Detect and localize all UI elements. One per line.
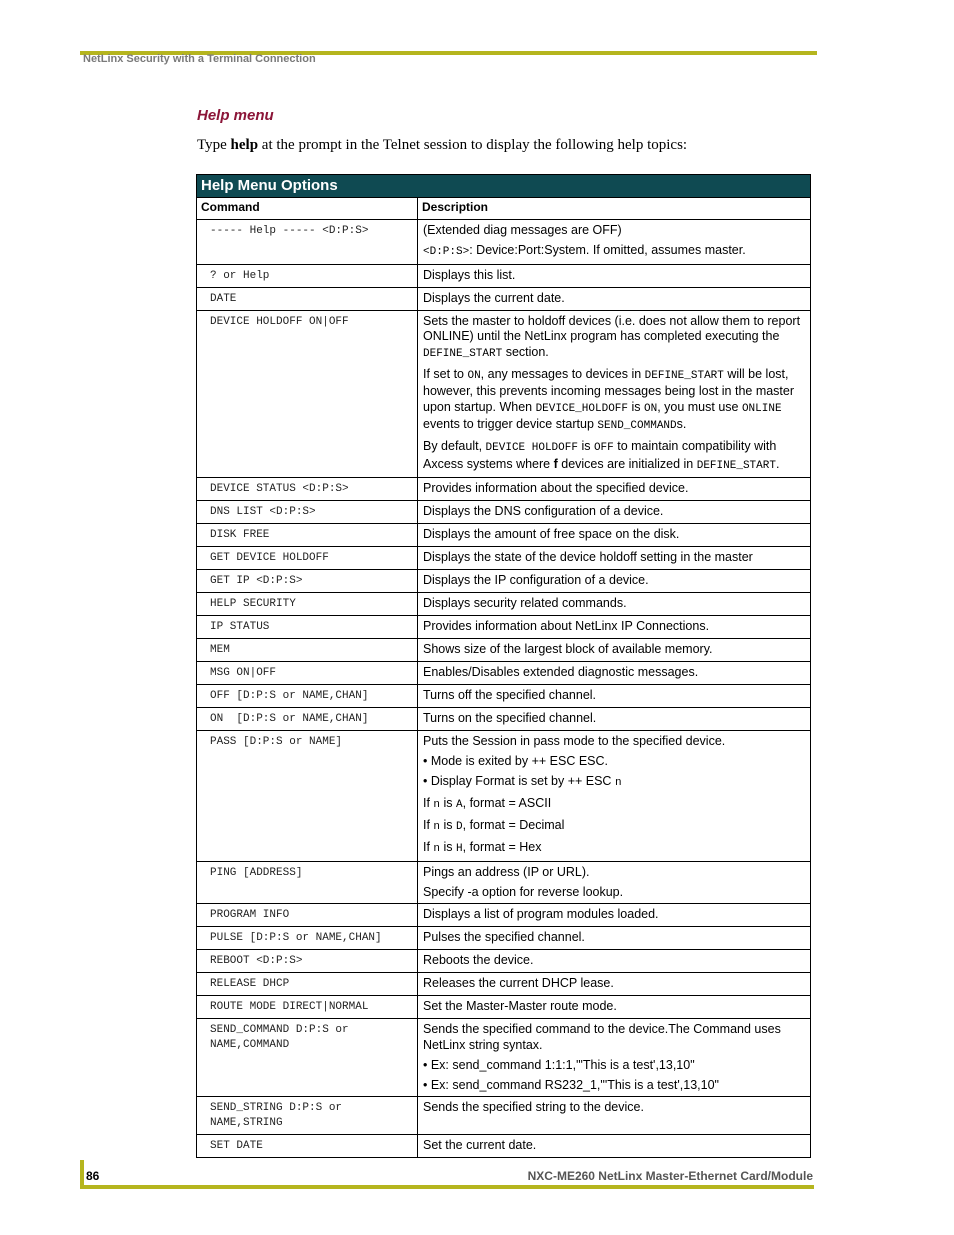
command-cell: ROUTE MODE DIRECT|NORMAL (197, 996, 418, 1019)
command-cell: DNS LIST <D:P:S> (197, 501, 418, 524)
description-text: will be lost, however, this prevents incoming messages being lost in the master upon startup. When (423, 366, 795, 414)
footer-rule (80, 1185, 814, 1189)
description-cell (418, 685, 811, 708)
table-row (197, 220, 811, 265)
command-cell: MSG ON|OFF (197, 662, 418, 685)
table-body (197, 220, 811, 1158)
description-paragraph (423, 796, 805, 814)
description-paragraph (423, 268, 805, 284)
description-cell (418, 593, 811, 616)
description-text: Set the Master-Master route mode. (423, 999, 617, 1013)
description-paragraph (423, 688, 805, 704)
help-menu-table (196, 174, 811, 1158)
command-cell: MEM (197, 639, 418, 662)
description-text: ONLINE (741, 402, 782, 415)
description-paragraph (423, 734, 805, 750)
description-text: Sends the specified string to the device. (423, 1100, 644, 1114)
table-row (197, 616, 811, 639)
description-paragraph (423, 314, 805, 363)
command-cell: DISK FREE (197, 524, 418, 547)
page-number: 86 (86, 1169, 100, 1183)
table-row (197, 685, 811, 708)
intro-text-end: at the prompt in the Telnet session to display the following help topics: (258, 137, 688, 153)
description-paragraph (423, 930, 805, 946)
description-text: DEVICE HOLDOFF (485, 442, 578, 454)
description-text: : Device:Port:System. If omitted, assumes master. (469, 243, 746, 257)
description-paragraph (423, 818, 805, 836)
description-text: Displays the DNS configuration of a device. (423, 504, 664, 518)
description-paragraph (423, 976, 805, 992)
description-paragraph (423, 774, 805, 792)
description-text: DEFINE_START (696, 459, 776, 472)
table-row (197, 547, 811, 570)
description-text: , format = Decimal (462, 818, 565, 832)
description-text: If (423, 818, 434, 832)
description-text: ON (643, 402, 658, 415)
description-paragraph (423, 367, 805, 435)
description-text: If set to (423, 366, 468, 381)
description-paragraph (423, 865, 805, 881)
description-text: • Mode is exited by ++ ESC ESC. (423, 754, 609, 768)
description-cell (418, 708, 811, 731)
description-paragraph (423, 596, 805, 612)
table-row (197, 570, 811, 593)
command-cell: GET IP <D:P:S> (197, 570, 418, 593)
description-paragraph (423, 619, 805, 635)
command-cell: PING [ADDRESS] (197, 861, 418, 904)
description-text: Releases the current DHCP lease. (423, 976, 614, 990)
description-paragraph (423, 1058, 805, 1074)
description-cell (418, 616, 811, 639)
description-text: to maintain compatibility with Axcess systems where (423, 439, 777, 471)
description-text: Displays this list. (423, 267, 516, 282)
description-text: If (423, 840, 434, 854)
table-row (197, 524, 811, 547)
description-text: . (775, 456, 780, 471)
description-text: Displays the current date. (423, 290, 565, 305)
table-row (197, 1097, 811, 1135)
description-paragraph (423, 1078, 805, 1094)
table-row (197, 287, 811, 310)
description-text: Displays the state of the device holdoff setting in the master (423, 550, 753, 564)
description-cell (418, 950, 811, 973)
table-row (197, 927, 811, 950)
description-cell (418, 662, 811, 685)
description-cell (418, 310, 811, 478)
command-cell: DEVICE STATUS <D:P:S> (197, 478, 418, 501)
table-row (197, 639, 811, 662)
description-paragraph (423, 885, 805, 901)
description-paragraph (423, 439, 805, 474)
description-text: section. (502, 344, 549, 359)
description-paragraph (423, 504, 805, 520)
intro-paragraph (197, 137, 687, 154)
description-text: DEVICE_HOLDOFF (535, 402, 628, 415)
description-paragraph (423, 665, 805, 681)
description-paragraph (423, 573, 805, 589)
description-paragraph (423, 840, 805, 858)
description-paragraph (423, 642, 805, 658)
command-cell: DEVICE HOLDOFF ON|OFF (197, 310, 418, 478)
description-cell (418, 996, 811, 1019)
description-cell (418, 220, 811, 265)
command-cell: HELP SECURITY (197, 593, 418, 616)
description-text: is (440, 840, 457, 854)
table-caption: Help Menu Options (197, 175, 811, 198)
description-text: Set the current date. (423, 1138, 537, 1152)
description-text: n (433, 843, 441, 855)
column-header-command: Command (197, 198, 418, 220)
command-cell: PROGRAM INFO (197, 904, 418, 927)
table-row (197, 708, 811, 731)
description-text: Pulses the specified channel. (423, 930, 585, 944)
description-text: • Display Format is set by ++ ESC (423, 774, 615, 788)
description-paragraph (423, 999, 805, 1015)
command-cell: SET DATE (197, 1135, 418, 1158)
description-text: , format = Hex (462, 840, 542, 854)
command-cell: SEND_STRING D:P:S or NAME,STRING (197, 1097, 418, 1135)
description-text: Turns on the specified channel. (423, 711, 597, 725)
description-paragraph (423, 1100, 805, 1116)
table-row (197, 1135, 811, 1158)
description-paragraph (423, 953, 805, 969)
description-text: Provides information about the specified device. (423, 481, 689, 495)
description-cell (418, 501, 811, 524)
description-text: n (614, 777, 622, 789)
description-paragraph (423, 527, 805, 543)
description-cell (418, 264, 811, 287)
command-cell: ON [D:P:S or NAME,CHAN] (197, 708, 418, 731)
description-text: Displays security related commands. (423, 596, 627, 610)
table-row (197, 973, 811, 996)
description-paragraph (423, 754, 805, 770)
table-row (197, 904, 811, 927)
description-cell (418, 1135, 811, 1158)
description-paragraph (423, 223, 805, 239)
command-cell: REBOOT <D:P:S> (197, 950, 418, 973)
description-text: f (553, 456, 558, 471)
command-cell: ----- Help ----- <D:P:S> (197, 220, 418, 265)
description-cell (418, 904, 811, 927)
description-cell (418, 1019, 811, 1097)
description-text: Sets the master to holdoff devices (i.e. does not allow them to report ONLINE) until the NetLinx program has completed executing the (423, 313, 801, 343)
table-row (197, 996, 811, 1019)
description-text: Displays a list of program modules loaded. (423, 907, 659, 921)
table-row (197, 501, 811, 524)
description-text: Puts the Session in pass mode to the specified device. (423, 734, 726, 748)
description-text: is (440, 818, 457, 832)
description-text: is (577, 439, 594, 453)
description-cell (418, 478, 811, 501)
intro-command-help: help (230, 137, 259, 153)
table-row (197, 264, 811, 287)
description-text: (Extended diag messages are OFF) (423, 223, 622, 237)
command-cell: RELEASE DHCP (197, 973, 418, 996)
description-text: Sends the specified command to the device.The Command uses NetLinx string syntax. (423, 1022, 781, 1052)
description-text: Turns off the specified channel. (423, 688, 597, 702)
intro-text-start: Type (197, 137, 231, 153)
table-row (197, 861, 811, 904)
description-text: is (628, 399, 644, 414)
section-title: Help menu (197, 107, 274, 124)
description-cell (418, 287, 811, 310)
description-paragraph (423, 907, 805, 923)
description-paragraph (423, 481, 805, 497)
description-paragraph (423, 550, 805, 566)
description-text: DEFINE_START (423, 347, 503, 360)
description-cell (418, 731, 811, 862)
description-text: devices are initialized in (557, 456, 697, 471)
description-text: n (433, 821, 441, 833)
description-text: Specify -a option for reverse lookup. (423, 884, 624, 899)
description-text: OFF (593, 442, 614, 454)
table-row (197, 662, 811, 685)
description-paragraph (423, 243, 805, 261)
description-cell (418, 524, 811, 547)
description-text: n (433, 799, 441, 811)
command-cell: OFF [D:P:S or NAME,CHAN] (197, 685, 418, 708)
description-paragraph (423, 1138, 805, 1154)
description-text: s. (676, 417, 687, 431)
command-cell: DATE (197, 287, 418, 310)
table-row (197, 731, 811, 862)
description-cell (418, 973, 811, 996)
description-text: By default, (423, 439, 486, 453)
table-row (197, 1019, 811, 1097)
description-text: ON (467, 369, 481, 382)
description-text: H (456, 843, 463, 855)
description-text: Displays the amount of free space on the disk. (423, 527, 680, 541)
description-cell (418, 639, 811, 662)
description-text: Shows size of the largest block of available memory. (423, 642, 713, 656)
description-text: • Ex: send_command 1:1:1,"'This is a test',13,10" (423, 1057, 695, 1072)
command-cell: PULSE [D:P:S or NAME,CHAN] (197, 927, 418, 950)
description-text: Reboots the device. (423, 953, 534, 967)
description-text: D (456, 821, 463, 833)
table-row (197, 950, 811, 973)
description-text: is (440, 796, 457, 810)
table-row (197, 593, 811, 616)
column-header-description: Description (418, 198, 811, 220)
footer-doc-title: NXC-ME260 NetLinx Master-Ethernet Card/Module (527, 1169, 813, 1183)
command-cell: SEND_COMMAND D:P:S or NAME,COMMAND (197, 1019, 418, 1097)
running-head: NetLinx Security with a Terminal Connection (83, 53, 316, 65)
description-paragraph (423, 711, 805, 727)
description-text: DEFINE_START (644, 369, 724, 382)
description-text: Pings an address (IP or URL). (423, 864, 590, 879)
description-cell (418, 861, 811, 904)
description-text: Enables/Disables extended diagnostic messages. (423, 665, 699, 679)
description-text: Displays the IP configuration of a device. (423, 573, 649, 587)
description-text: , any messages to devices in (480, 366, 645, 381)
table-row (197, 310, 811, 478)
description-text: • Ex: send_command RS232_1,"'This is a test',13,10" (423, 1077, 719, 1092)
command-cell: PASS [D:P:S or NAME] (197, 731, 418, 862)
command-cell: GET DEVICE HOLDOFF (197, 547, 418, 570)
description-text: A (456, 799, 463, 811)
description-paragraph (423, 291, 805, 307)
description-text: , format = ASCII (462, 796, 552, 810)
description-cell (418, 547, 811, 570)
description-paragraph (423, 1022, 805, 1053)
command-cell: ? or Help (197, 264, 418, 287)
description-text: <D:P:S> (423, 246, 470, 258)
description-text: events to trigger device startup (423, 417, 598, 431)
command-cell: IP STATUS (197, 616, 418, 639)
description-text: , you must use (657, 399, 742, 414)
description-cell (418, 1097, 811, 1135)
description-cell (418, 570, 811, 593)
description-text: Provides information about NetLinx IP Connections. (423, 619, 710, 633)
table-row (197, 478, 811, 501)
description-cell (418, 927, 811, 950)
description-text: If (423, 796, 434, 810)
description-text: SEND_COMMAND (597, 420, 677, 432)
